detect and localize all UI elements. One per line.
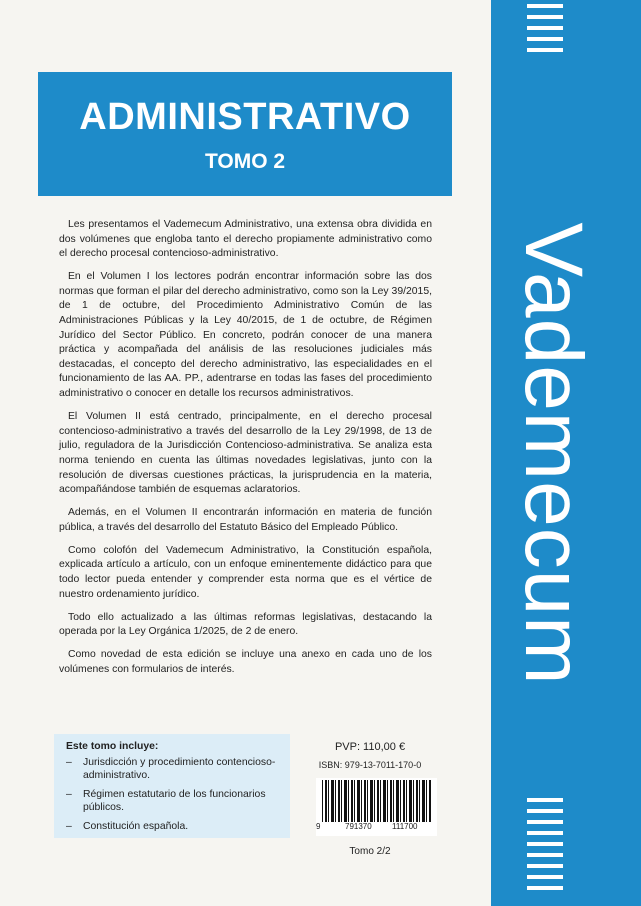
list-item [66,788,278,814]
barcode-digit-group: 791370 [345,822,372,831]
paragraph: Todo ello actualizado a las últimas reformas legislativas, destacando la operada por la Ley Orgánica 1/2025, de 2 de enero. [59,611,432,638]
barcode-bars [322,780,431,822]
list-item-label: Constitución española. [83,821,189,832]
list-item [66,820,278,833]
barcode-digit-group: 111700 [392,822,418,831]
dash-bullet: – [66,789,72,800]
list-item-label: Régimen estatutario de los funcionarios públicos. [83,789,266,813]
paragraph: Les presentamos el Vademecum Administrativo, una extensa obra dividida en dos volúmenes que engloba tanto el derecho propiamente administrativo como el derecho procesal contencioso-administrativo. [59,219,432,260]
volume-subtitle: TOMO 2 [204,150,286,173]
barcode-digit-group: 9 [316,822,321,831]
decorative-stripes-top [527,4,563,59]
paragraph: Como colofón del Vademecum Administrativo, la Constitución española, explicada artículo a artículo, con un enfoque eminentemente didáctico para que todo lector pueda entender y comprender esta norma que es el vértice de nuestro ordenamiento jurídico. [59,544,432,600]
list-item-label: Jurisdicción y procedimiento contencioso-administrativo. [83,757,276,781]
includes-list [66,756,278,833]
title-box [38,72,452,196]
dash-bullet: – [66,821,72,832]
list-item [66,756,278,782]
paragraph: El Volumen II está centrado, principalmente, en el derecho procesal contencioso-administrativo a través del desarrollo de la Ley 29/1998, de 13 de julio, reguladora de la Jurisdicción Contencioso-administrativa. Se analiza esta norma teniendo en cuenta las últimas novedades legislativas, junto con la resolución de diversas cuestiones prácticas, la jurisprudencia en la materia, acompañándose también de esquemas aclaratorios. [59,411,432,496]
includes-box [54,734,290,838]
paragraph: En el Volumen I los lectores podrán encontrar información sobre las dos normas que forman el pilar del derecho administrativo, como son la Ley 39/2015, de 1 de octubre, del Procedimiento Administrativo Común de las Administraciones Públicas y la Ley 40/2015, de 1 de octubre, de Régimen Jurídico del Sector Público. En concreto, podrán conocer de una manera práctica y acompañada del análisis de las resoluciones judiciales más destacadas, el concepto del derecho administrativo, las especialidades en el funcionamiento de las AA. PP., adentrarse en todas las fases del procedimiento administrativo o conocer en detalle los recursos administrativos. [59,271,432,400]
isbn-label: ISBN: 979-13-7011-170-0 [318,760,422,770]
page-title: ADMINISTRATIVO [79,96,411,138]
includes-heading: Este tomo incluye: [66,741,159,752]
decorative-stripes-bottom [527,798,563,897]
spine-band [491,0,641,906]
paragraph: Como novedad de esta edición se incluye una anexo en cada uno de los volúmenes con formularios de interés. [59,649,432,676]
price-label: PVP: 110,00 € [334,741,406,753]
paragraph: Además, en el Volumen II encontrarán información en materia de función pública, a través del desarrollo del Estatuto Básico del Empleado Público. [59,507,432,533]
description-text [59,218,432,686]
volume-number: Tomo 2/2 [349,846,391,857]
spine-title: Vademecum [508,222,599,686]
barcode [316,778,437,836]
dash-bullet: – [66,757,72,768]
